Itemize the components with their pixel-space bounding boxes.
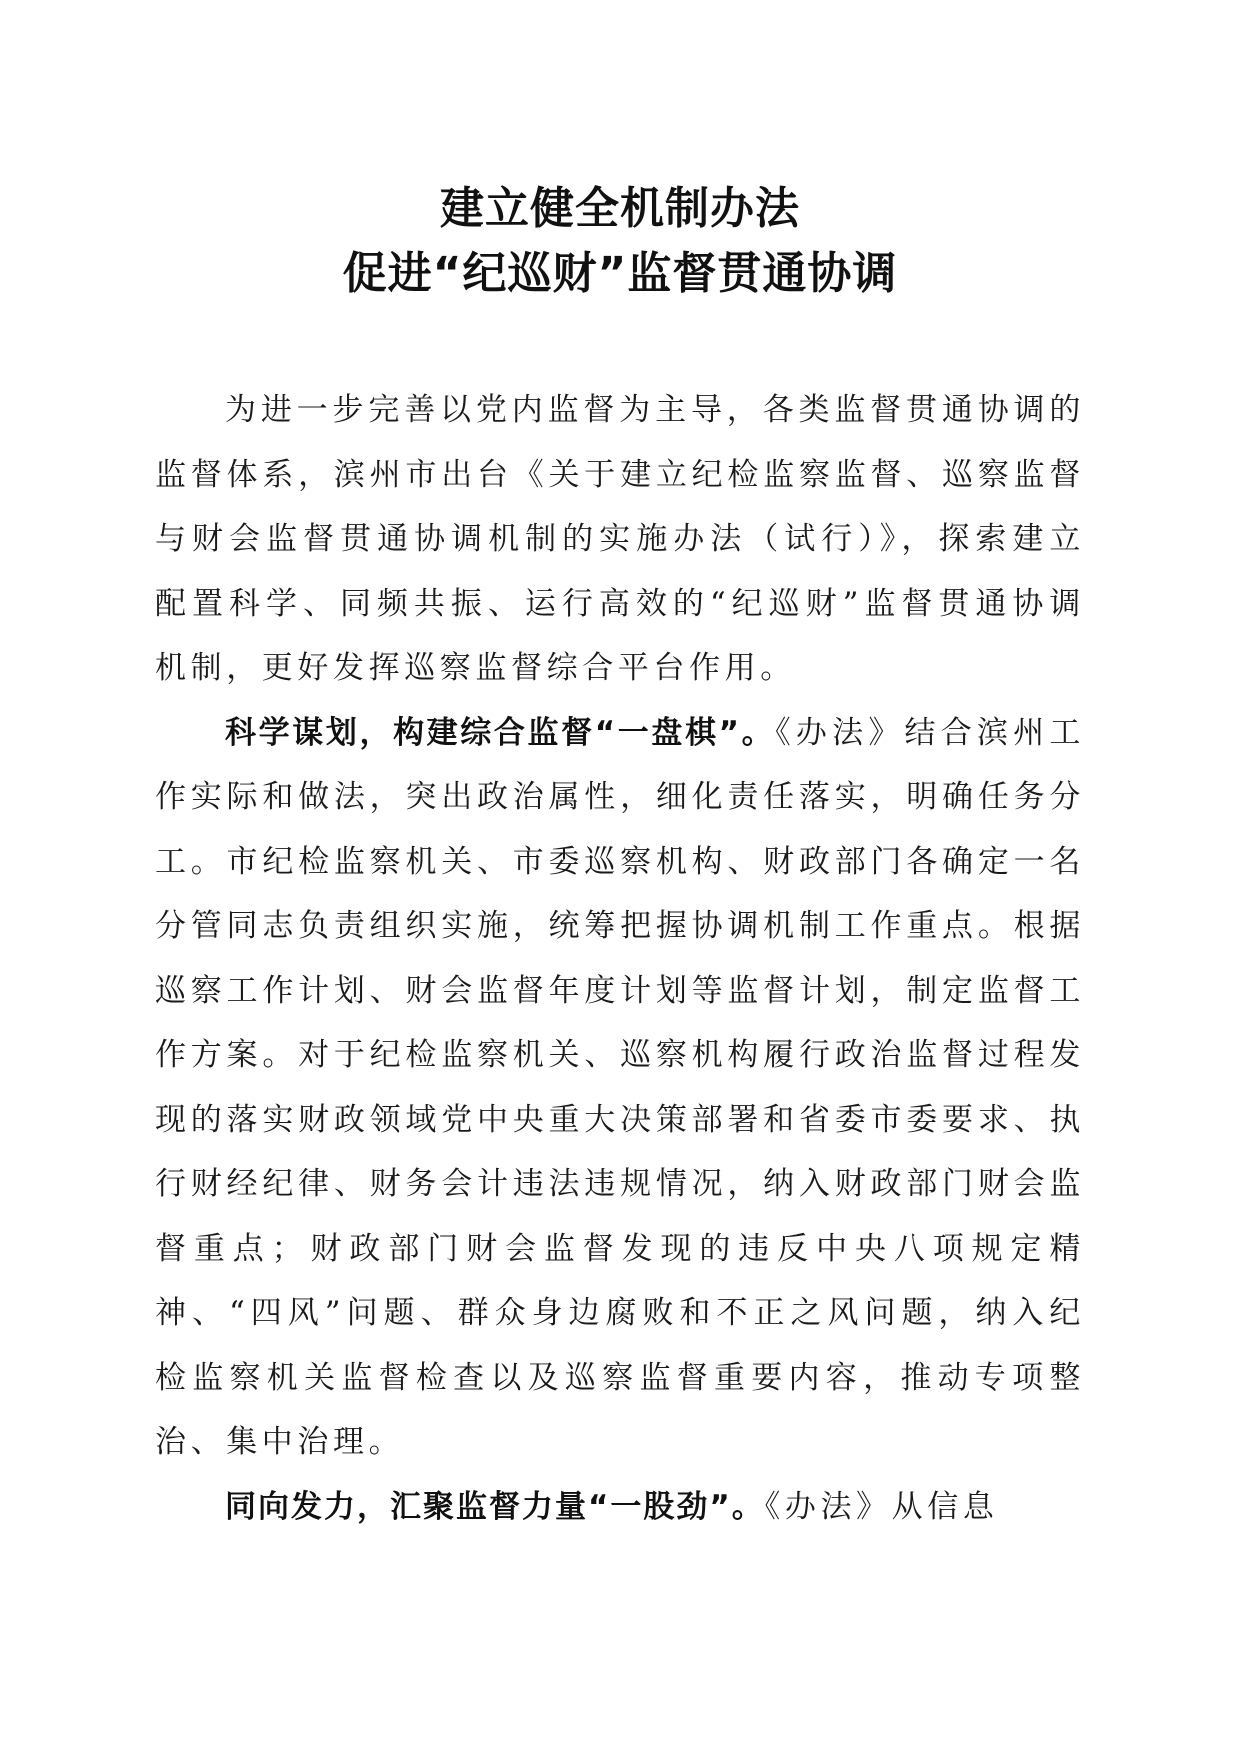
document-title-line-2: 促进“纪巡财”监督贯通协调 (342, 248, 898, 299)
document-body (155, 378, 1085, 1539)
paragraph-intro (155, 378, 1085, 701)
paragraph-planning (155, 701, 1085, 1475)
paragraph-intro-text: 为进一步完善以党内监督为主导，各类监督贯通协调的监督体系，滨州市出台《关于建立纪检监察监督、巡察监督与财会监督贯通协调机制的实施办法（试行）》，探索建立配置科学、同频共振、运行高效的“纪巡财”监督贯通协调机制，更好发挥巡察监督综合平台作用。 (155, 392, 1085, 686)
paragraph-planning-heading: 科学谋划，构建综合监督“一盘棋”。 (225, 714, 776, 751)
paragraph-planning-text: 《办法》结合滨州工作实际和做法，突出政治属性，细化责任落实，明确任务分工。市纪检监察机关、市委巡察机构、财政部门各确定一名分管同志负责组织实施，统筹把握协调机制工作重点。根据巡察工作计划、财会监督年度计划等监督计划，制定监督工作方案。对于纪检监察机关、巡察机构履行政治监督过程发现的落实财政领域党中央重大决策部署和省委市委要求、执行财经纪律、财务会计违法违规情况，纳入财政部门财会监督重点；财政部门财会监督发现的违反中央八项规定精神、“四风”问题、群众身边腐败和不正之风问题，纳入纪检监察机关监督检查以及巡察监督重要内容，推动专项整治、集中治理。 (155, 714, 1085, 1460)
paragraph-coordination-text: 《办法》从信息 (764, 1488, 999, 1525)
paragraph-coordination-heading: 同向发力，汇聚监督力量“一股劲”。 (225, 1488, 765, 1525)
document-title-line-1: 建立健全机制办法 (440, 183, 800, 234)
paragraph-coordination (155, 1475, 1085, 1540)
